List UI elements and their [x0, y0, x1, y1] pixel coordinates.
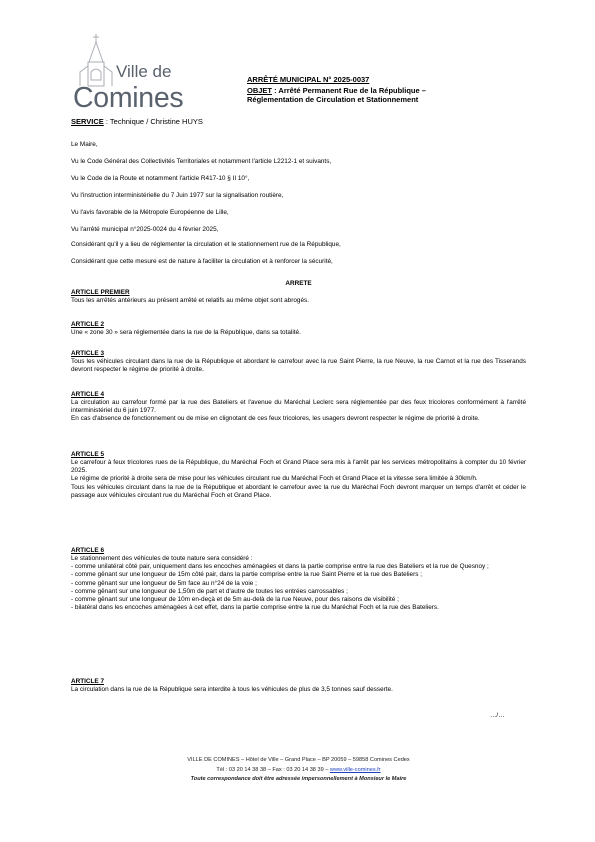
vu-instruction: Vu l'instruction interministérielle du 7 Juin 1977 sur la signalisation routière,: [71, 192, 284, 199]
article-1: [71, 289, 526, 305]
service-line: [71, 117, 203, 126]
footer-phone-fax: Tél : 03 20 14 38 38 – Fax : 03 20 14 38 39 –: [216, 766, 330, 773]
footer: [71, 756, 526, 785]
city-logo: [74, 32, 186, 114]
article-title: ARTICLE 2: [71, 321, 105, 328]
article-paragraph: - comme gênant sur une longueur de 10m en-deçà et de 5m au-delà de la rue Neuve, pour des raisons de visibilité ;: [71, 596, 399, 604]
considerant-reglementer: Considérant qu'il y a lieu de réglementer la circulation et le stationnement rue de la République,: [71, 241, 341, 248]
article-paragraph: La circulation dans la rue de la République sera interdite à tous les véhicules de plus de 3,5 tonnes sauf desserte.: [71, 686, 393, 693]
article-title: ARTICLE PREMIER: [71, 289, 130, 296]
article-4: [71, 391, 526, 424]
article-paragraph: - comme gênant sur une longueur de 1,50m de part et d'autre de toutes les entrées carrossables ;: [71, 587, 348, 595]
objet-line: [247, 86, 426, 95]
objet-line-2: Réglementation de Circulation et Stationnement: [247, 95, 419, 104]
article-paragraph: En cas d'absence de fonctionnement ou de mise en clignotant de ces feux tricolores, les usagers devront respecter le régime de priorité à droite.: [71, 415, 480, 423]
article-paragraph: Le régime de priorité à droite sera de mise pour les véhicules circulant rue du Maréchal Foch et Grand Place et la vitesse sera limitée à 30km/h.: [71, 475, 478, 483]
service-label: SERVICE: [71, 117, 104, 126]
article-title: ARTICLE 7: [71, 678, 105, 685]
article-7: [71, 678, 526, 694]
logo-text-ville-de: Ville de: [116, 62, 172, 81]
website-link[interactable]: www.ville-comines.fr: [329, 766, 381, 773]
arrete-number: ARRÊTÉ MUNICIPAL N° 2025-0037: [247, 75, 370, 84]
footer-contact: [71, 766, 526, 776]
article-title: ARTICLE 6: [71, 547, 105, 554]
article-2: [71, 321, 526, 337]
article-paragraph: - comme gênant sur une longueur de 5m face au n°24 de la voie ;: [71, 579, 257, 587]
vu-cgct: Vu le Code Général des Collectivités Territoriales et notamment l'article L2212-1 et suivants,: [71, 158, 332, 165]
article-5: [71, 451, 526, 500]
continuation-mark: …/…: [490, 712, 505, 719]
vu-avis-mel: Vu l'avis favorable de la Métropole Européenne de Lille,: [71, 209, 229, 216]
article-paragraph: Une « zone 30 » sera réglementée dans la rue de la République, dans sa totalité.: [71, 329, 301, 336]
article-paragraph: Tous les arrêtés antérieurs au présent arrêté et relatifs au même objet sont abrogés.: [71, 297, 309, 304]
article-paragraph: - comme unilatéral côté pair, uniquement dans les encoches aménagées et dans la partie comprise entre la rue des Bateliers et la rue de Quesnoy ;: [71, 563, 489, 571]
footer-correspondence-note: Toute correspondance doit être adressée impersonnellement à Monsieur le Maire: [190, 776, 407, 782]
service-text: : Technique / Christine HUYS: [103, 117, 203, 126]
considerant-securite: Considérant que cette mesure est de nature à faciliter la circulation et à renforcer la sécurité,: [71, 258, 333, 265]
article-paragraph: Tous les véhicules circulant dans la rue de la République et abordant le carrefour avec la rue Saint Pierre, la rue Neuve, la rue Carnot et la rue des Tisserands devront respecter le régime de priorité à droite.: [71, 358, 526, 374]
article-paragraph: La circulation au carrefour formé par la rue des Bateliers et l'avenue du Maréchal Leclerc sera réglementée par des feux tricolores conformément à l'arrêté interministériel du 6 juin 1977.: [71, 399, 526, 415]
article-3: [71, 350, 526, 374]
article-title: ARTICLE 4: [71, 391, 105, 398]
article-paragraph: Tous les véhicules circulant dans la rue de la République et abordant le carrefour avec la rue du Maréchal Foch devront marquer un temps d'arrêt et céder le passage aux véhicules circulant rue du Maréchal Foch et Grand Place.: [71, 483, 526, 499]
footer-address: VILLE DE COMINES – Hôtel de Ville – Grand Place – BP 20059 – 59858 Comines Cedex: [187, 757, 410, 763]
objet-label: OBJET: [247, 86, 273, 95]
objet-text: : Arrêté Permanent Rue de la République –: [272, 86, 426, 95]
article-title: ARTICLE 3: [71, 350, 105, 357]
church-tower-icon: [74, 32, 118, 88]
article-paragraph: Le carrefour à feux tricolores rues de la République, du Maréchal Foch et Grand Place sera mis à l'arrêt par les services métropolitains à compter du 10 février 2025.: [71, 459, 526, 475]
vu-arrete-municipal: Vu l'arrêté municipal n°2025-0024 du 4 février 2025,: [71, 226, 219, 233]
arrete-title: ARRETE: [285, 280, 312, 287]
vu-code-route: Vu le Code de la Route et notamment l'article R417-10 § II 10°,: [71, 175, 250, 182]
article-6: [71, 547, 526, 612]
article-paragraph: - comme gênant sur une longueur de 15m côté pair, dans la partie comprise entre la rue Saint Pierre et la rue des Bateliers ;: [71, 571, 422, 579]
article-title: ARTICLE 5: [71, 451, 105, 458]
le-maire: Le Maire,: [71, 141, 98, 148]
article-paragraph: Le stationnement des véhicules de toute nature sera considéré :: [71, 555, 253, 562]
logo-text-comines: Comines: [73, 82, 184, 114]
article-paragraph: - bilatéral dans les encoches aménagées à cet effet, dans la partie comprise entre la rue du Maréchal Foch et la rue des Bateliers.: [71, 604, 439, 612]
